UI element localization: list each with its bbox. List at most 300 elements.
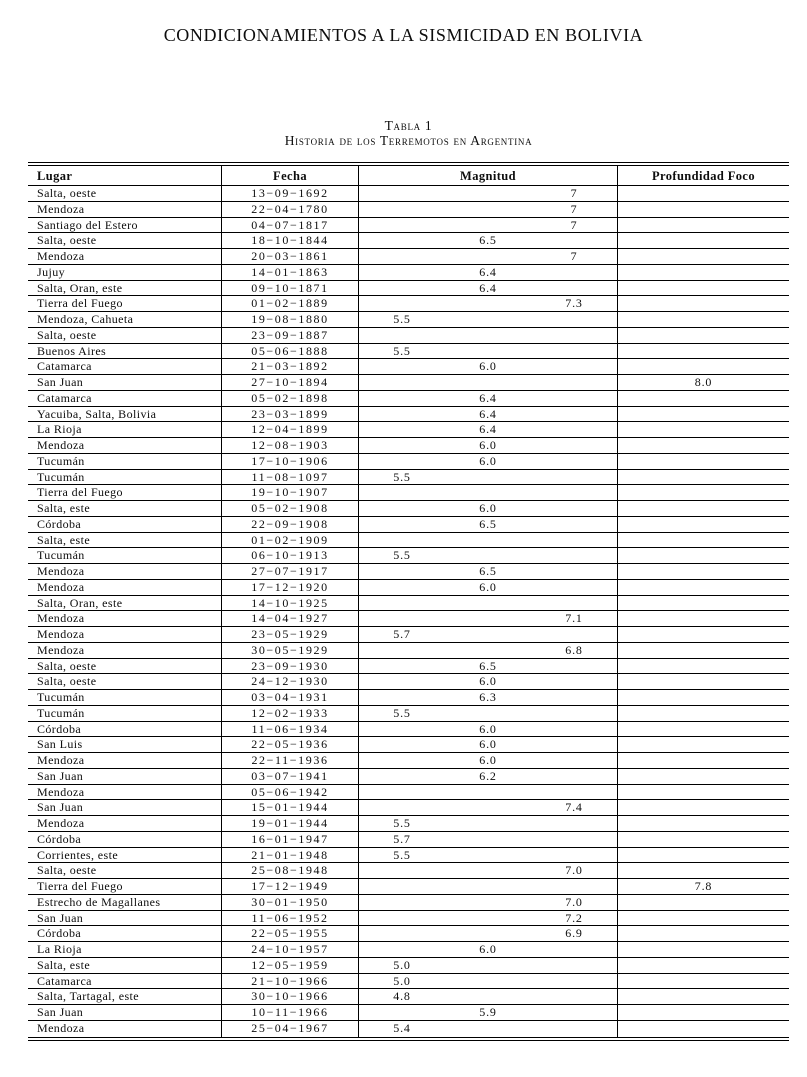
magnitude-bin-high xyxy=(531,517,617,532)
cell-lugar: Tierra del Fuego xyxy=(37,485,123,500)
table-row xyxy=(28,186,789,202)
cell-lugar: Mendoza xyxy=(37,784,85,799)
magnitude-bin-low xyxy=(359,454,445,469)
cell-fecha: 17−10−1906 xyxy=(221,454,358,469)
cell-magnitud xyxy=(358,690,617,705)
magnitude-bin-mid: 6.5 xyxy=(479,233,497,248)
cell-lugar: Salta, oeste xyxy=(37,674,97,689)
cell-magnitud xyxy=(358,722,617,737)
cell-profundidad xyxy=(617,548,789,563)
cell-profundidad xyxy=(617,596,789,611)
magnitude-bin-high: 7.0 xyxy=(565,894,583,909)
cell-fecha: 11−08−1097 xyxy=(221,470,358,485)
magnitude-bin-mid xyxy=(445,611,531,626)
cell-profundidad xyxy=(617,454,789,469)
cell-lugar: Estrecho de Magallanes xyxy=(37,894,161,909)
cell-fecha: 10−11−1966 xyxy=(221,1005,358,1020)
cell-profundidad xyxy=(617,501,789,516)
cell-profundidad xyxy=(617,706,789,721)
magnitude-bin-high xyxy=(531,375,617,390)
cell-fecha: 03−04−1931 xyxy=(221,690,358,705)
cell-profundidad: 8.0 xyxy=(617,375,789,390)
cell-profundidad xyxy=(617,816,789,831)
cell-profundidad xyxy=(617,407,789,422)
magnitude-bin-low: 5.0 xyxy=(393,957,411,972)
cell-lugar: Mendoza xyxy=(37,438,85,452)
cell-magnitud xyxy=(358,848,617,863)
cell-lugar: Tucumán xyxy=(37,548,85,563)
cell-fecha: 23−05−1929 xyxy=(221,627,358,642)
cell-magnitud xyxy=(358,674,617,689)
magnitude-bin-high xyxy=(531,785,617,800)
table-row xyxy=(28,564,789,580)
cell-fecha: 27−10−1894 xyxy=(221,375,358,390)
magnitude-bin-low xyxy=(359,328,445,343)
table-row xyxy=(28,1021,789,1037)
magnitude-bin-mid xyxy=(445,800,531,815)
magnitude-bin-mid: 6.4 xyxy=(479,406,497,421)
cell-fecha: 14−10−1925 xyxy=(221,596,358,611)
magnitude-bin-high xyxy=(531,1021,617,1037)
cell-magnitud xyxy=(358,296,617,311)
cell-profundidad xyxy=(617,800,789,815)
cell-lugar: Salta, Tartagal, este xyxy=(37,989,139,1004)
cell-fecha: 05−06−1888 xyxy=(221,344,358,359)
magnitude-bin-low xyxy=(359,753,445,768)
cell-profundidad xyxy=(617,186,789,201)
magnitude-bin-high xyxy=(531,533,617,548)
cell-fecha: 12−02−1933 xyxy=(221,706,358,721)
cell-magnitud xyxy=(358,265,617,280)
magnitude-bin-high xyxy=(531,580,617,595)
magnitude-bin-mid xyxy=(445,375,531,390)
table-header-row xyxy=(28,166,789,186)
cell-fecha: 20−03−1861 xyxy=(221,249,358,264)
cell-lugar: Catamarca xyxy=(37,359,92,374)
cell-magnitud xyxy=(358,800,617,815)
magnitude-bin-high xyxy=(531,470,617,485)
cell-fecha: 22−05−1955 xyxy=(221,926,358,941)
magnitude-bin-low xyxy=(359,926,445,941)
magnitude-bin-high: 7 xyxy=(570,201,578,216)
cell-profundidad xyxy=(617,737,789,752)
cell-profundidad xyxy=(617,690,789,705)
magnitude-bin-low xyxy=(359,218,445,233)
earthquake-history-table xyxy=(28,162,789,1041)
magnitude-bin-high xyxy=(531,548,617,563)
cell-fecha: 24−12−1930 xyxy=(221,674,358,689)
cell-profundidad xyxy=(617,643,789,658)
cell-profundidad xyxy=(617,391,789,406)
cell-magnitud xyxy=(358,281,617,296)
cell-lugar: Yacuiba, Salta, Bolivia xyxy=(37,406,157,421)
magnitude-bin-mid xyxy=(445,958,531,973)
cell-fecha: 21−10−1966 xyxy=(221,974,358,989)
cell-fecha: 01−02−1889 xyxy=(221,296,358,311)
magnitude-bin-low: 5.7 xyxy=(393,831,411,846)
cell-fecha: 12−04−1899 xyxy=(221,422,358,437)
cell-magnitud xyxy=(358,753,617,768)
cell-magnitud xyxy=(358,312,617,327)
cell-magnitud xyxy=(358,422,617,437)
cell-lugar: Mendoza xyxy=(37,816,85,830)
table-row xyxy=(28,391,789,407)
table-label: Tabla 1 xyxy=(384,118,433,133)
cell-profundidad xyxy=(617,785,789,800)
cell-lugar: Salta, oeste xyxy=(37,233,97,248)
table-row xyxy=(28,722,789,738)
cell-profundidad xyxy=(617,564,789,579)
magnitude-bin-low xyxy=(359,596,445,611)
magnitude-bin-mid xyxy=(445,186,531,201)
magnitude-bin-high: 7.2 xyxy=(565,910,583,925)
table-row xyxy=(28,233,789,249)
magnitude-bin-low xyxy=(359,564,445,579)
magnitude-bin-low xyxy=(359,359,445,374)
table-row xyxy=(28,438,789,454)
table-row xyxy=(28,202,789,218)
cell-magnitud xyxy=(358,659,617,674)
cell-magnitud xyxy=(358,974,617,989)
magnitude-bin-high xyxy=(531,328,617,343)
magnitude-bin-low xyxy=(359,249,445,264)
magnitude-bin-high xyxy=(531,737,617,752)
cell-magnitud xyxy=(358,407,617,422)
cell-profundidad xyxy=(617,895,789,910)
cell-magnitud xyxy=(358,895,617,910)
cell-fecha: 24−10−1957 xyxy=(221,942,358,957)
cell-lugar: Mendoza xyxy=(37,627,85,641)
cell-magnitud xyxy=(358,501,617,516)
table-row xyxy=(28,485,789,501)
magnitude-bin-mid: 6.5 xyxy=(479,658,497,673)
cell-profundidad xyxy=(617,659,789,674)
table-row xyxy=(28,800,789,816)
magnitude-bin-low xyxy=(359,643,445,658)
cell-fecha: 06−10−1913 xyxy=(221,548,358,563)
cell-fecha: 17−12−1949 xyxy=(221,879,358,894)
cell-profundidad xyxy=(617,911,789,926)
magnitude-bin-mid xyxy=(445,863,531,878)
table-row xyxy=(28,281,789,297)
magnitude-bin-mid: 6.4 xyxy=(479,280,497,295)
magnitude-bin-low xyxy=(359,785,445,800)
table-row xyxy=(28,249,789,265)
table-row xyxy=(28,690,789,706)
magnitude-bin-mid: 6.5 xyxy=(479,516,497,531)
magnitude-bin-high xyxy=(531,359,617,374)
cell-lugar: Salta, oeste xyxy=(37,658,97,673)
column-header-lugar: Lugar xyxy=(37,169,73,183)
cell-fecha: 22−05−1936 xyxy=(221,737,358,752)
magnitude-bin-low xyxy=(359,485,445,500)
table-row xyxy=(28,974,789,990)
cell-profundidad xyxy=(617,722,789,737)
cell-profundidad xyxy=(617,485,789,500)
magnitude-bin-mid xyxy=(445,627,531,642)
cell-lugar: Santiago del Estero xyxy=(37,217,138,232)
cell-profundidad xyxy=(617,359,789,374)
cell-lugar: Buenos Aires xyxy=(37,343,107,358)
cell-magnitud xyxy=(358,942,617,957)
cell-fecha: 12−05−1959 xyxy=(221,958,358,973)
magnitude-bin-mid xyxy=(445,296,531,311)
cell-lugar: Mendoza xyxy=(37,249,85,263)
magnitude-bin-high xyxy=(531,706,617,721)
cell-profundidad xyxy=(617,249,789,264)
cell-magnitud xyxy=(358,580,617,595)
table-row xyxy=(28,375,789,391)
magnitude-bin-low xyxy=(359,737,445,752)
table-row xyxy=(28,517,789,533)
cell-magnitud xyxy=(358,863,617,878)
magnitude-bin-high xyxy=(531,564,617,579)
cell-fecha: 19−01−1944 xyxy=(221,816,358,831)
cell-magnitud xyxy=(358,769,617,784)
magnitude-bin-low xyxy=(359,517,445,532)
cell-profundidad xyxy=(617,989,789,1004)
magnitude-bin-mid: 6.0 xyxy=(479,579,497,594)
cell-profundidad xyxy=(617,611,789,626)
table-row xyxy=(28,1005,789,1021)
cell-fecha: 30−05−1929 xyxy=(221,643,358,658)
magnitude-bin-mid xyxy=(445,218,531,233)
cell-lugar: Mendoza xyxy=(37,1020,85,1035)
magnitude-bin-mid: 6.0 xyxy=(479,453,497,468)
cell-lugar: Tucumán xyxy=(37,690,85,704)
magnitude-bin-high xyxy=(531,422,617,437)
magnitude-bin-high xyxy=(531,596,617,611)
cell-lugar: Corrientes, este xyxy=(37,847,119,862)
cell-fecha: 11−06−1934 xyxy=(221,722,358,737)
cell-magnitud xyxy=(358,470,617,485)
cell-magnitud xyxy=(358,564,617,579)
magnitude-bin-mid xyxy=(445,706,531,721)
magnitude-bin-low xyxy=(359,942,445,957)
magnitude-bin-mid xyxy=(445,470,531,485)
cell-magnitud xyxy=(358,611,617,626)
magnitude-bin-high xyxy=(531,501,617,516)
cell-magnitud xyxy=(358,706,617,721)
cell-fecha: 03−07−1941 xyxy=(221,769,358,784)
magnitude-bin-mid xyxy=(445,1021,531,1037)
magnitude-bin-low xyxy=(359,800,445,815)
table-row xyxy=(28,832,789,848)
cell-profundidad xyxy=(617,218,789,233)
cell-magnitud xyxy=(358,485,617,500)
table-row xyxy=(28,879,789,895)
cell-profundidad xyxy=(617,832,789,847)
table-row xyxy=(28,470,789,486)
cell-lugar: Mendoza, Cahueta xyxy=(37,312,134,326)
magnitude-bin-low: 5.4 xyxy=(393,1020,411,1035)
cell-fecha: 30−01−1950 xyxy=(221,895,358,910)
cell-profundidad xyxy=(617,1021,789,1037)
magnitude-bin-high xyxy=(531,312,617,327)
magnitude-bin-low: 5.7 xyxy=(393,627,411,641)
table-row xyxy=(28,344,789,360)
cell-profundidad xyxy=(617,958,789,973)
table-row xyxy=(28,816,789,832)
magnitude-bin-high: 6.8 xyxy=(565,642,583,657)
cell-fecha: 18−10−1844 xyxy=(221,233,358,248)
magnitude-bin-mid xyxy=(445,989,531,1004)
cell-fecha: 15−01−1944 xyxy=(221,800,358,815)
magnitude-bin-mid: 6.0 xyxy=(479,501,497,515)
cell-fecha: 14−04−1927 xyxy=(221,611,358,626)
table-row xyxy=(28,659,789,675)
magnitude-bin-low xyxy=(359,501,445,516)
magnitude-bin-mid: 5.9 xyxy=(479,1005,497,1019)
cell-lugar: Mendoza xyxy=(37,579,85,594)
table-row xyxy=(28,328,789,344)
magnitude-bin-high: 6.9 xyxy=(565,926,583,941)
magnitude-bin-mid: 6.0 xyxy=(479,737,497,752)
table-row xyxy=(28,501,789,517)
cell-magnitud xyxy=(358,627,617,642)
table-row xyxy=(28,596,789,612)
magnitude-bin-mid xyxy=(445,249,531,264)
magnitude-bin-high: 7.1 xyxy=(565,611,583,626)
table-row xyxy=(28,312,789,328)
cell-fecha: 22−04−1780 xyxy=(221,202,358,217)
table-row xyxy=(28,548,789,564)
magnitude-bin-high xyxy=(531,281,617,296)
cell-profundidad xyxy=(617,974,789,989)
magnitude-bin-low xyxy=(359,422,445,437)
cell-lugar: Tucumán xyxy=(37,453,85,468)
magnitude-bin-low xyxy=(359,659,445,674)
cell-lugar: Salta, este xyxy=(37,501,91,515)
magnitude-bin-low: 5.5 xyxy=(393,343,411,358)
magnitude-bin-mid xyxy=(445,596,531,611)
cell-magnitud xyxy=(358,926,617,941)
cell-magnitud xyxy=(358,328,617,343)
cell-magnitud xyxy=(358,596,617,611)
cell-profundidad xyxy=(617,753,789,768)
table-row xyxy=(28,848,789,864)
cell-profundidad xyxy=(617,627,789,642)
table-row xyxy=(28,911,789,927)
magnitude-bin-high xyxy=(531,832,617,847)
magnitude-bin-mid: 6.0 xyxy=(479,942,497,956)
table-row xyxy=(28,265,789,281)
cell-magnitud xyxy=(358,533,617,548)
cell-magnitud xyxy=(358,249,617,264)
cell-magnitud xyxy=(358,879,617,894)
cell-profundidad xyxy=(617,233,789,248)
table-row xyxy=(28,769,789,785)
magnitude-bin-low xyxy=(359,895,445,910)
table-row xyxy=(28,942,789,958)
magnitude-bin-low xyxy=(359,879,445,894)
cell-profundidad xyxy=(617,296,789,311)
cell-lugar: Tierra del Fuego xyxy=(37,296,123,311)
magnitude-bin-mid xyxy=(445,785,531,800)
magnitude-bin-high xyxy=(531,690,617,705)
cell-lugar: Córdoba xyxy=(37,516,82,531)
table-row xyxy=(28,454,789,470)
magnitude-bin-mid xyxy=(445,328,531,343)
magnitude-bin-mid: 6.0 xyxy=(479,721,497,736)
cell-magnitud xyxy=(358,186,617,201)
magnitude-bin-mid: 6.0 xyxy=(479,359,497,374)
magnitude-bin-low xyxy=(359,690,445,705)
cell-fecha: 01−02−1909 xyxy=(221,533,358,548)
cell-profundidad xyxy=(617,202,789,217)
cell-fecha: 21−03−1892 xyxy=(221,359,358,374)
cell-lugar: Mendoza xyxy=(37,753,85,767)
table-row xyxy=(28,580,789,596)
cell-magnitud xyxy=(358,517,617,532)
cell-lugar: Córdoba xyxy=(37,831,82,846)
table-row xyxy=(28,674,789,690)
magnitude-bin-low: 5.5 xyxy=(393,816,411,830)
cell-profundidad xyxy=(617,470,789,485)
cell-magnitud xyxy=(358,785,617,800)
magnitude-bin-mid: 6.2 xyxy=(479,768,497,783)
cell-lugar: Córdoba xyxy=(37,926,82,941)
magnitude-bin-high: 7 xyxy=(570,249,578,263)
magnitude-bin-high xyxy=(531,722,617,737)
cell-profundidad xyxy=(617,422,789,437)
cell-magnitud xyxy=(358,832,617,847)
table-row xyxy=(28,753,789,769)
table-row xyxy=(28,737,789,753)
magnitude-bin-mid xyxy=(445,485,531,500)
magnitude-bin-mid xyxy=(445,911,531,926)
magnitude-bin-high: 7.0 xyxy=(565,863,583,878)
magnitude-bin-high: 7 xyxy=(570,186,578,200)
cell-lugar: San Juan xyxy=(37,375,84,389)
magnitude-bin-low xyxy=(359,233,445,248)
cell-fecha: 05−02−1898 xyxy=(221,391,358,406)
cell-magnitud xyxy=(358,643,617,658)
table-row xyxy=(28,218,789,234)
cell-profundidad xyxy=(617,344,789,359)
cell-lugar: Mendoza xyxy=(37,564,85,578)
magnitude-bin-low xyxy=(359,533,445,548)
cell-profundidad xyxy=(617,265,789,280)
magnitude-bin-mid xyxy=(445,643,531,658)
magnitude-bin-low: 5.5 xyxy=(393,705,411,720)
cell-lugar: Salta, Oran, este xyxy=(37,595,123,610)
magnitude-bin-low xyxy=(359,265,445,280)
cell-magnitud xyxy=(358,218,617,233)
cell-fecha: 17−12−1920 xyxy=(221,580,358,595)
cell-lugar: Salta, oeste xyxy=(37,863,97,878)
table-row xyxy=(28,643,789,659)
cell-lugar: San Juan xyxy=(37,800,84,815)
magnitude-bin-high xyxy=(531,627,617,642)
cell-profundidad xyxy=(617,580,789,595)
cell-lugar: Salta, oeste xyxy=(37,186,97,200)
cell-profundidad xyxy=(617,438,789,453)
magnitude-bin-low xyxy=(359,407,445,422)
cell-fecha: 12−08−1903 xyxy=(221,438,358,453)
column-header-magnitud: Magnitud xyxy=(358,166,617,185)
magnitude-bin-high xyxy=(531,989,617,1004)
table-row xyxy=(28,359,789,375)
magnitude-bin-high xyxy=(531,974,617,989)
table-row xyxy=(28,989,789,1005)
cell-fecha: 25−08−1948 xyxy=(221,863,358,878)
cell-lugar: Tucumán xyxy=(37,469,85,484)
magnitude-bin-high xyxy=(531,454,617,469)
cell-magnitud xyxy=(358,1005,617,1020)
magnitude-bin-mid: 6.0 xyxy=(479,438,497,452)
cell-fecha: 19−10−1907 xyxy=(221,485,358,500)
